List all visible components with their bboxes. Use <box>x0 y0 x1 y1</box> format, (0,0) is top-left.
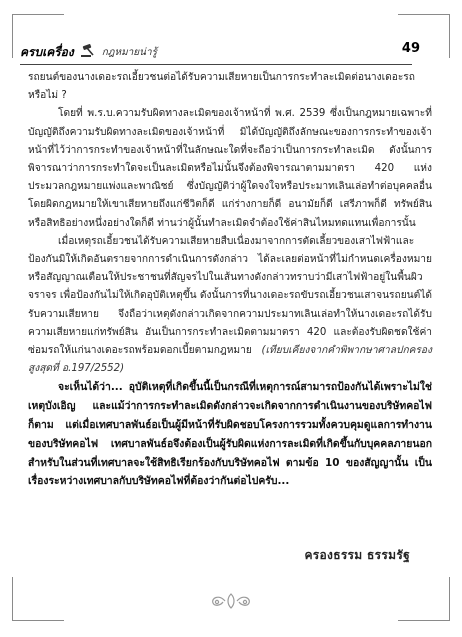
header-section: กฎหมายน่ารู้ <box>101 47 157 58</box>
header-divider <box>20 64 412 65</box>
frame-corner <box>398 620 450 621</box>
frame-corner <box>12 577 13 621</box>
page-header <box>20 40 442 62</box>
paragraph-conclusion: จะเห็นได้ว่า... อุบัติเหตุที่เกิดขึ้นนี้เป็นกรณีที่เหตุการณ์สามารถป้องกันได้เพราะไม่ใช่เหตุบังเอิญ และแม้ว่าการกระทำละเมิดดังกล่าวจะเกิดจากการดำเนินงานของบริษัทคอไฟก็ตาม แต่เมื่อเทศบาลพันธ์อเป็นผู้มีหน้าที่รับผิดชอบโครงการรวมทั้งควบคุมดูแลการทำงานของบริษัทคอไฟ เทศบาลพันธ์อจึงต้องเป็นผู้รับผิดแห่งการละเมิดที่เกิดขึ้นกับบุคคลภายนอก สำหรับในส่วนที่เทศบาลจะใช้สิทธิเรียกร้องกับบริษัทคอไฟ ตามข้อ 10 ของสัญญานั้น เป็นเรื่องระหว่างเทศบาลกับบริษัทคอไฟที่ต้องว่ากันต่อไปครับ... <box>28 381 432 488</box>
paragraph-analysis <box>28 233 432 379</box>
floral-ornament-icon <box>201 590 261 612</box>
frame-corner <box>398 14 450 15</box>
paragraph-law: โดยที่ พ.ร.บ.ความรับผิดทางละเมิดของเจ้าหน้าที่ พ.ศ. 2539 ซึ่งเป็นกฎหมายเฉพาะที่บัญญัติถึงความรับผิดทางละเมิดของเจ้าหน้าที่ มิได้บัญญัติถึงลักษณะของการกระทำของเจ้าหน้าที่ไว้ว่าการกระทำของเจ้าหน้าที่ในลักษณะใดที่จะถือว่าเป็นการกระทำละเมิด ดังนั้นการพิจารณาว่าการกระทำใดจะเป็นละเมิดหรือไม่นั้นจึงต้องพิจารณาตามมาตรา 420 แห่งประมวลกฎหมายแพ่งและพาณิชย์ ซึ่งบัญญัติว่าผู้ใดจงใจหรือประมาทเลินเล่อทำต่อบุคคลอื่นโดยผิดกฎหมายให้เขาเสียหายถึงแก่ชีวิตก็ดี แก่ร่างกายก็ดี อนามัยก็ดี เสรีภาพก็ดี ทรัพย์สิน หรือสิทธิอย่างหนึ่งอย่างใดก็ดี ท่านว่าผู้นั้นทำละเมิดจำต้องใช้ค่าสินไหมทดแทนเพื่อการนั้น <box>28 108 432 229</box>
frame-corner <box>12 14 64 15</box>
frame-corner <box>12 620 64 621</box>
frame-corner <box>449 14 450 58</box>
paragraph-intro: รถยนต์ของนางเดอะรถเอี้ยวชนต่อได้รับความเสียหายเป็นการกระทำละเมิดต่อนางเดอะรถหรือไม่ ? <box>28 72 415 102</box>
frame-corner <box>12 14 13 58</box>
frame-corner <box>449 577 450 621</box>
article-body <box>28 69 432 491</box>
court-citation: (เทียบเคียงจากคำพิพากษาศาลปกครองสูงสุดที่ อ.197/2552) <box>28 345 432 375</box>
header-brand: ครบเครื่อง <box>20 45 74 59</box>
gavel-icon <box>80 43 98 62</box>
author-name: ครองธรรม ธรรมรัฐ <box>304 548 410 562</box>
page-number: 49 <box>401 41 420 56</box>
paragraph-analysis-text: เมื่อเหตุรถเอี้ยวชนได้รับความเสียหายสืบเนื่องมาจากการตัดเลี้ยวของเสาไฟฟ้าและป้องกันมิให้เกิดอันตรายจากการดำเนินการดังกล่าว ได้ละเลยต่อหน้าที่ไม่กำหนดเครื่องหมายหรือสัญญาณเตือนให้ประชาชนที่สัญจรไปในเส้นทางดังกล่าวทราบว่ามีเสาไฟฟ้าอยู่ในพื้นผิวจราจร เพื่อป้องกันไม่ให้เกิดอุบัติเหตุขึ้น ดังนั้นการที่นางเดอะรถขับรถเอี้ยวชนเสาจนรถยนต์ได้รับความเสียหาย จึงถือว่าเหตุดังกล่าวเกิดจากความประมาทเลินเล่อทำให้นางเดอะรถได้รับความเสียหายแก่ทรัพย์สิน อันเป็นการกระทำละเมิดตามมาตรา 420 และต้องรับผิดชดใช้ค่าซ่อมรถให้แก่นางเดอะรถพร้อมดอกเบี้ยตามกฎหมาย <box>28 235 432 357</box>
header-title-group <box>20 43 157 62</box>
